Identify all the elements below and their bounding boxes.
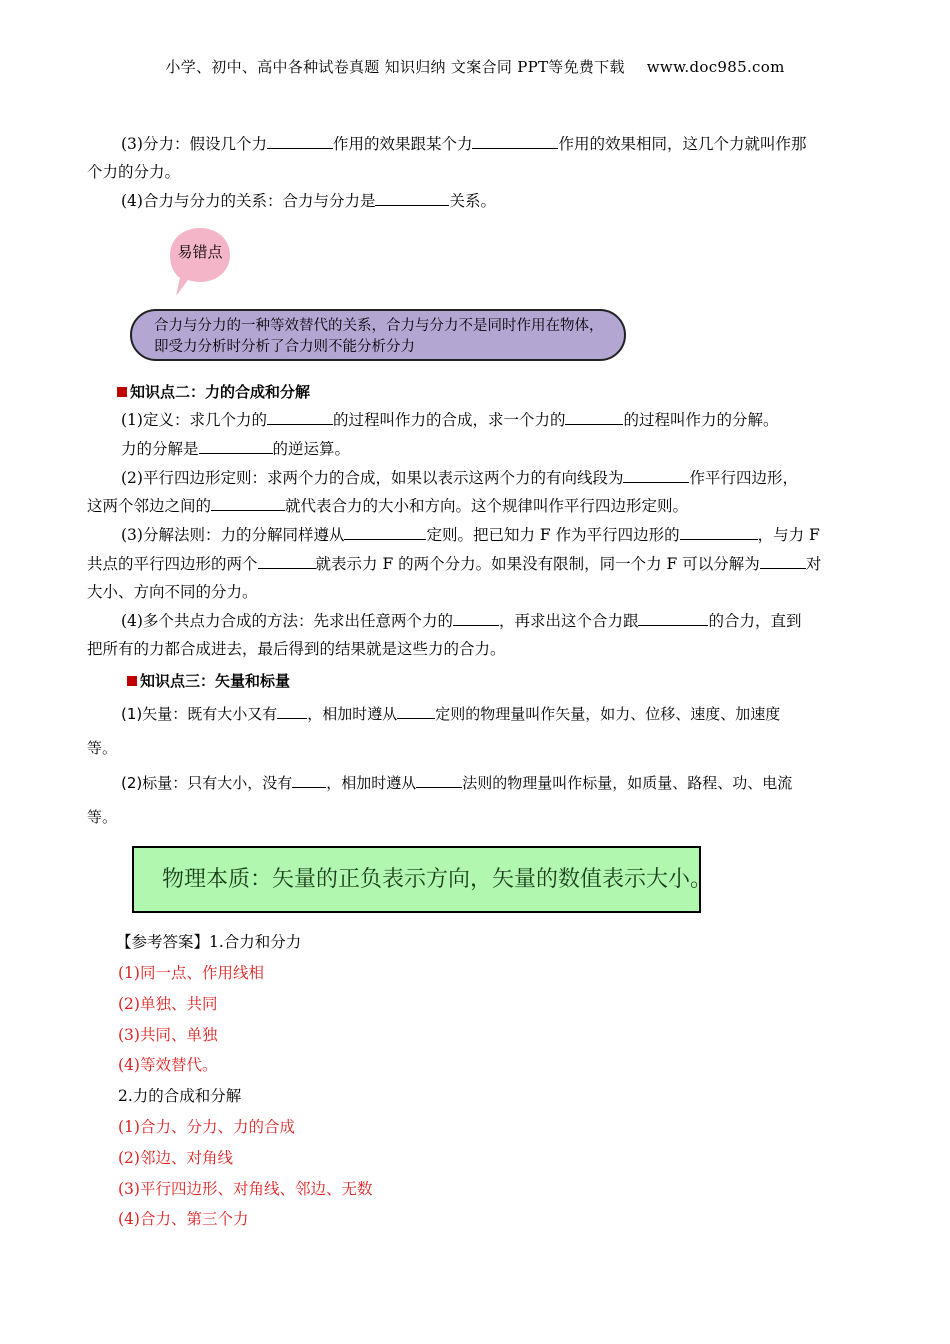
s2-item4-line1: (4)多个共点力合成的方法：先求出任意两个力的 ，再求出这个合力跟 的合力，直到 [121, 612, 802, 630]
answer-1-1: (1)同一点、作用线相 [118, 964, 264, 982]
section3-heading: 知识点三：矢量和标量 [127, 670, 290, 691]
blank [375, 190, 449, 206]
answers-title-2: 2.力的合成和分解 [118, 1087, 242, 1105]
s2-item3-line1: (3)分解法则：力的分解同样遵从 定则。把已知力 F 作为平行四边形的 ，与力 F [121, 526, 820, 544]
s2-item2-line2: 这两个邻边之间的 就代表合力的大小和方向。这个规律叫作平行四边形定则。 [87, 497, 689, 515]
blank [292, 772, 326, 788]
s2-item4-line2: 把所有的力都合成进去，最后得到的结果就是这些力的合力。 [87, 640, 506, 658]
answer-1-2: (2)单独、共同 [118, 995, 218, 1013]
callout-line2: 即受力分析时分析了合力则不能分析分力 [154, 339, 415, 355]
blank [258, 553, 316, 569]
scalar-line2: 等。 [87, 808, 118, 826]
blank [623, 467, 689, 483]
header-text: 小学、初中、高中各种试卷真题 知识归纳 文案合同 PPT等免费下载 [165, 58, 625, 76]
answer-2-2: (2)邻边、对角线 [118, 1149, 233, 1167]
red-square-icon [127, 676, 137, 686]
s2-item3-line3: 大小、方向不同的分力。 [87, 583, 258, 601]
item-3-line1: (3)分力：假设几个力 作用的效果跟某个力 作用的效果相同，这几个力就叫作那 [121, 135, 807, 153]
item-4: (4)合力与分力的关系：合力与分力是 关系。 [121, 192, 496, 210]
s2-item1-line2: 力的分解是 的逆运算。 [121, 440, 351, 458]
bubble-label: 易错点 [177, 243, 223, 261]
blank [199, 438, 273, 454]
blank [472, 133, 558, 149]
blank [680, 524, 758, 540]
answer-2-1: (1)合力、分力、力的合成 [118, 1118, 295, 1136]
answers-title: 【参考答案】1.合力和分力 [116, 933, 302, 951]
answer-1-3: (3)共同、单独 [118, 1026, 218, 1044]
blank [760, 553, 806, 569]
s2-item3-line2: 共点的平行四边形的两个 就表示力 F 的两个分力。如果没有限制，同一个力 F 可以分解为 对 [87, 555, 822, 573]
answer-2-3: (3)平行四边形、对角线、邻边、无数 [118, 1180, 373, 1198]
s2-item1-line1: (1)定义：求几个力的 的过程叫作力的合成，求一个力的 的过程叫作力的分解。 [121, 411, 779, 429]
blank [565, 409, 623, 425]
blank [344, 524, 426, 540]
blank [267, 409, 333, 425]
mistake-callout [130, 309, 626, 361]
vector-line1: (1)矢量：既有大小又有 ，相加时遵从 定则的物理量叫作矢量，如力、位移、速度、加速度 [121, 705, 781, 723]
physics-note-box: 物理本质：矢量的正负表示方向，矢量的数值表示大小。 [132, 846, 701, 913]
blank [638, 610, 708, 626]
answer-2-4: (4)合力、第三个力 [118, 1210, 249, 1228]
blank [416, 772, 462, 788]
blank [211, 495, 285, 511]
bubble-shape [168, 226, 232, 298]
page-header [0, 56, 950, 77]
header-site[interactable]: www.doc985.com [646, 58, 785, 76]
red-square-icon [117, 387, 127, 397]
s2-item2-line1: (2)平行四边形定则：求两个力的合成，如果以表示这两个力的有向线段为 作平行四边形， [121, 469, 798, 487]
section2-heading: 知识点二：力的合成和分解 [117, 381, 310, 402]
callout-line1: 合力与分力的一种等效替代的关系，合力与分力不是同时作用在物体， [154, 318, 604, 334]
vector-line2: 等。 [87, 739, 118, 757]
scalar-line1: (2)标量：只有大小，没有 ，相加时遵从 法则的物理量叫作标量，如质量、路程、功、电流 [121, 774, 793, 792]
mistake-bubble [168, 226, 232, 288]
answer-1-4: (4)等效替代。 [118, 1056, 218, 1074]
blank [277, 703, 307, 719]
blank [453, 610, 499, 626]
item-3-line2: 个力的分力。 [87, 163, 181, 181]
blank [397, 703, 435, 719]
blank [267, 133, 333, 149]
